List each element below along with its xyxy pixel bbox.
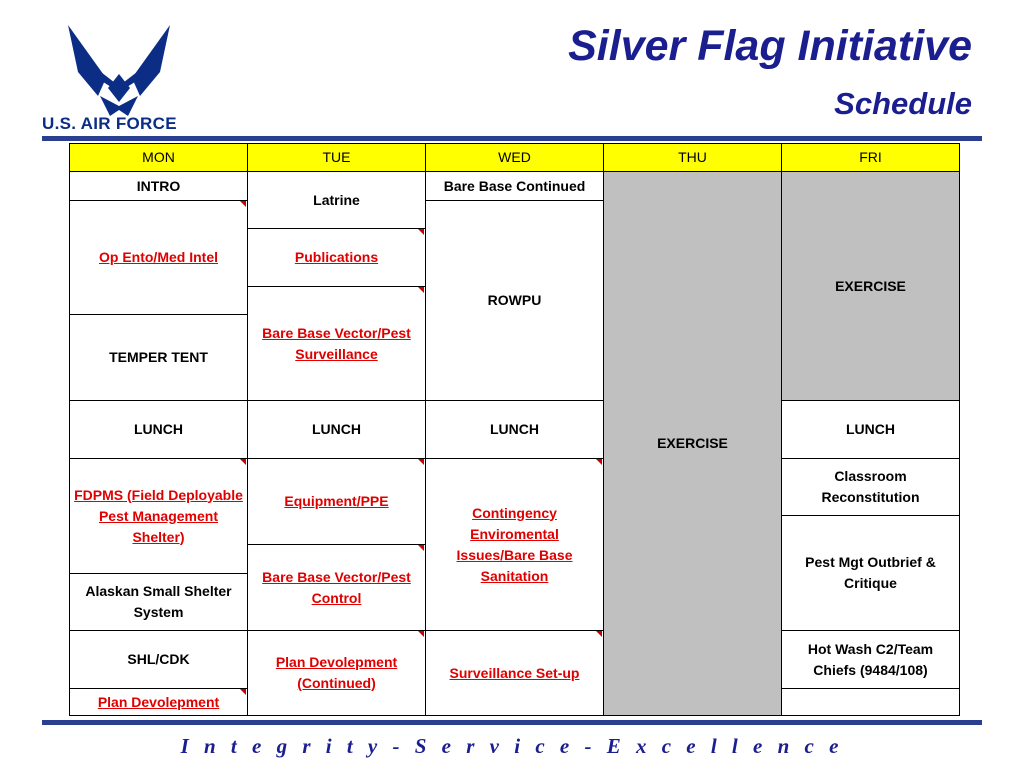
mon-alaskan-shelter: Alaskan Small Shelter System — [69, 573, 248, 631]
mon-fdpms-link[interactable]: FDPMS (Field Deployable Pest Management Shelter) — [74, 486, 243, 545]
tue-publications-link[interactable]: Publications — [294, 249, 379, 265]
fri-classroom: Classroom Reconstitution — [781, 458, 960, 516]
top-divider — [42, 136, 982, 141]
wed-lunch: LUNCH — [425, 400, 604, 459]
mon-op-ento-link[interactable]: Op Ento/Med Intel — [99, 249, 218, 265]
header-wed: WED — [425, 143, 604, 172]
tue-bare-base-vector-pest-link[interactable]: Bare Base Vector/Pest Surveillance — [262, 324, 411, 362]
comment-marker[interactable] — [596, 459, 602, 465]
comment-marker[interactable] — [418, 545, 424, 551]
mon-temper-tent: TEMPER TENT — [69, 314, 248, 401]
wed-surveillance-link[interactable]: Surveillance Set-up — [449, 664, 580, 681]
header-thu: THU — [603, 143, 782, 172]
logo-text: U.S. AIR FORCE — [42, 114, 177, 133]
header-tue: TUE — [247, 143, 426, 172]
comment-marker[interactable] — [418, 631, 424, 637]
comment-marker[interactable] — [240, 689, 246, 695]
wed-surveillance — [425, 630, 604, 716]
header-fri: FRI — [781, 143, 960, 172]
comment-marker[interactable] — [418, 459, 424, 465]
fri-pest-mgt: Pest Mgt Outbrief & Critique — [781, 515, 960, 631]
tue-publications — [247, 228, 426, 287]
header-mon: MON — [69, 143, 248, 172]
comment-marker[interactable] — [596, 631, 602, 637]
mon-plan — [69, 688, 248, 716]
comment-marker[interactable] — [240, 459, 246, 465]
wed-bare-base-continued: Bare Base Continued — [425, 171, 604, 201]
fri-exercise: EXERCISE — [781, 171, 960, 401]
comment-marker[interactable] — [418, 229, 424, 235]
thu-exercise: EXERCISE — [603, 171, 782, 716]
wed-contingency-link[interactable]: Contingency Enviromental Issues/Bare Base Sanitation — [456, 504, 573, 584]
tue-bare-base-vector-control-link[interactable]: Bare Base Vector/Pest Control — [262, 568, 411, 606]
tue-plan-continued — [247, 630, 426, 716]
mon-intro: INTRO — [69, 171, 248, 201]
mon-fdpms — [69, 458, 248, 574]
tue-latrine: Latrine — [247, 171, 426, 229]
mon-lunch: LUNCH — [69, 400, 248, 459]
tue-equipment — [247, 458, 426, 545]
tue-lunch: LUNCH — [247, 400, 426, 459]
tue-plan-continued-link[interactable]: Plan Devolepment (Continued) — [275, 654, 398, 691]
wed-rowpu: ROWPU — [425, 200, 604, 401]
mon-op-ento — [69, 200, 248, 315]
page-subtitle: Schedule — [834, 86, 972, 121]
mon-plan-link[interactable]: Plan Devolepment — [97, 693, 220, 710]
comment-marker[interactable] — [418, 287, 424, 293]
tue-equipment-link[interactable]: Equipment/PPE — [284, 493, 389, 509]
footer-motto: I n t e g r i t y - S e r v i c e - E x c e l l e n c e — [180, 734, 844, 758]
mon-shl-cdk: SHL/CDK — [69, 630, 248, 689]
wed-contingency — [425, 458, 604, 631]
page-title: Silver Flag Initiative — [568, 22, 972, 70]
fri-hot-wash: Hot Wash C2/Team Chiefs (9484/108) — [781, 630, 960, 689]
fri-lunch: LUNCH — [781, 400, 960, 459]
comment-marker[interactable] — [240, 201, 246, 207]
bottom-divider — [42, 720, 982, 725]
tue-bare-base-vector-pest — [247, 286, 426, 401]
fri-empty — [781, 688, 960, 716]
tue-bare-base-vector-control — [247, 544, 426, 631]
